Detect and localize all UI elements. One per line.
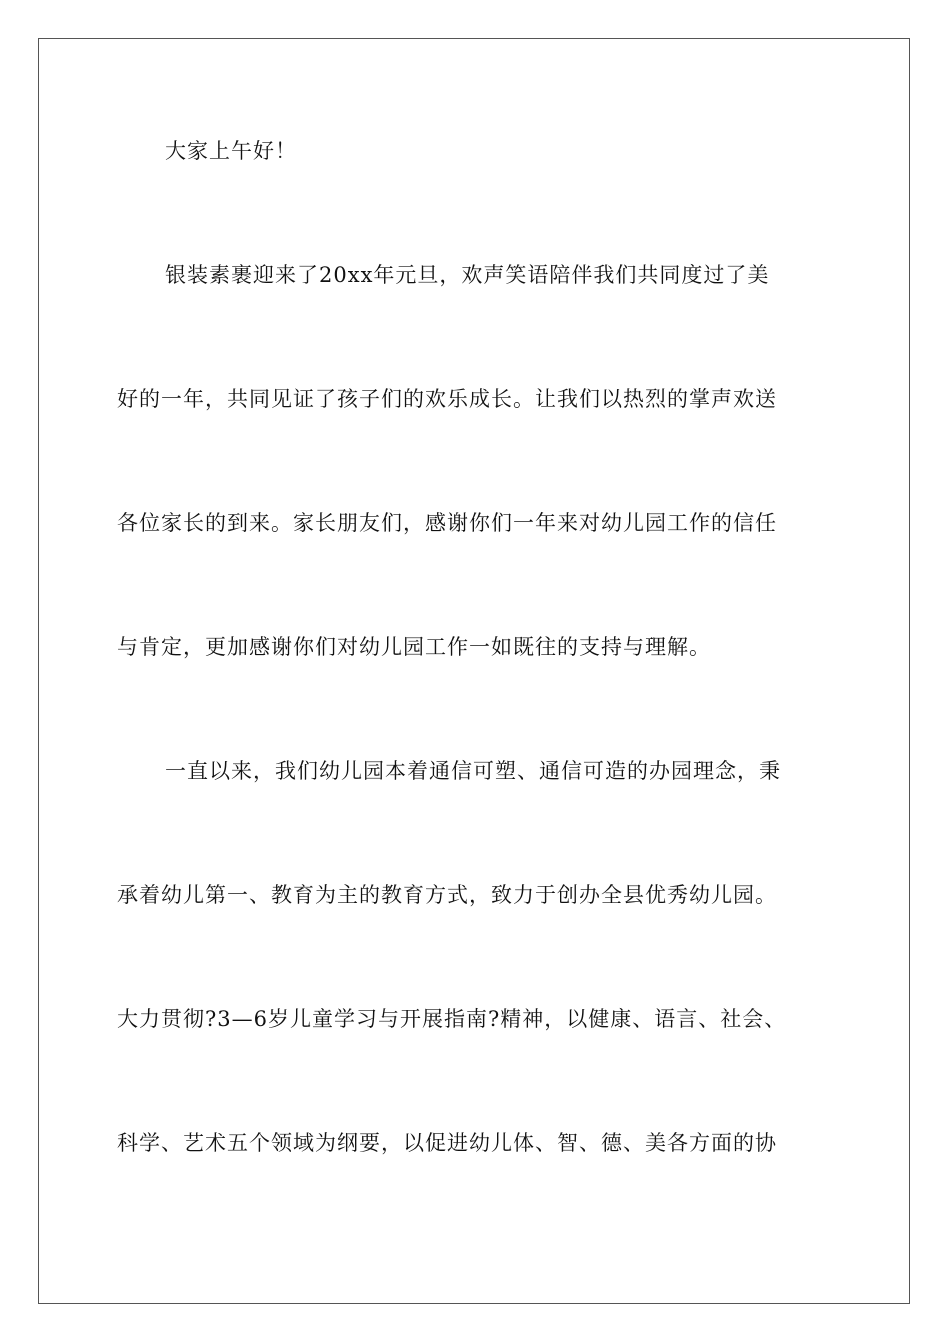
paragraph-1-line-1: 银装素裹迎来了20xx年元旦，欢声笑语陪伴我们共同度过了美 — [165, 263, 770, 287]
greeting-line: 大家上午好！ — [165, 139, 297, 163]
page-border — [38, 38, 910, 1304]
paragraph-1-line-2: 好的一年，共同见证了孩子们的欢乐成长。让我们以热烈的掌声欢送 — [117, 387, 777, 411]
paragraph-2-line-4: 科学、艺术五个领域为纲要，以促进幼儿体、智、德、美各方面的协 — [117, 1131, 777, 1155]
paragraph-1-line-3: 各位家长的到来。家长朋友们，感谢你们一年来对幼儿园工作的信任 — [117, 511, 777, 535]
paragraph-1-line-4: 与肯定，更加感谢你们对幼儿园工作一如既往的支持与理解。 — [117, 635, 711, 659]
paragraph-2-line-1: 一直以来，我们幼儿园本着通信可塑、通信可造的办园理念，秉 — [165, 759, 781, 783]
paragraph-2-line-2: 承着幼儿第一、教育为主的教育方式，致力于创办全县优秀幼儿园。 — [117, 883, 777, 907]
paragraph-2-line-3: 大力贯彻?3—6岁儿童学习与开展指南?精神，以健康、语言、社会、 — [117, 1007, 787, 1031]
